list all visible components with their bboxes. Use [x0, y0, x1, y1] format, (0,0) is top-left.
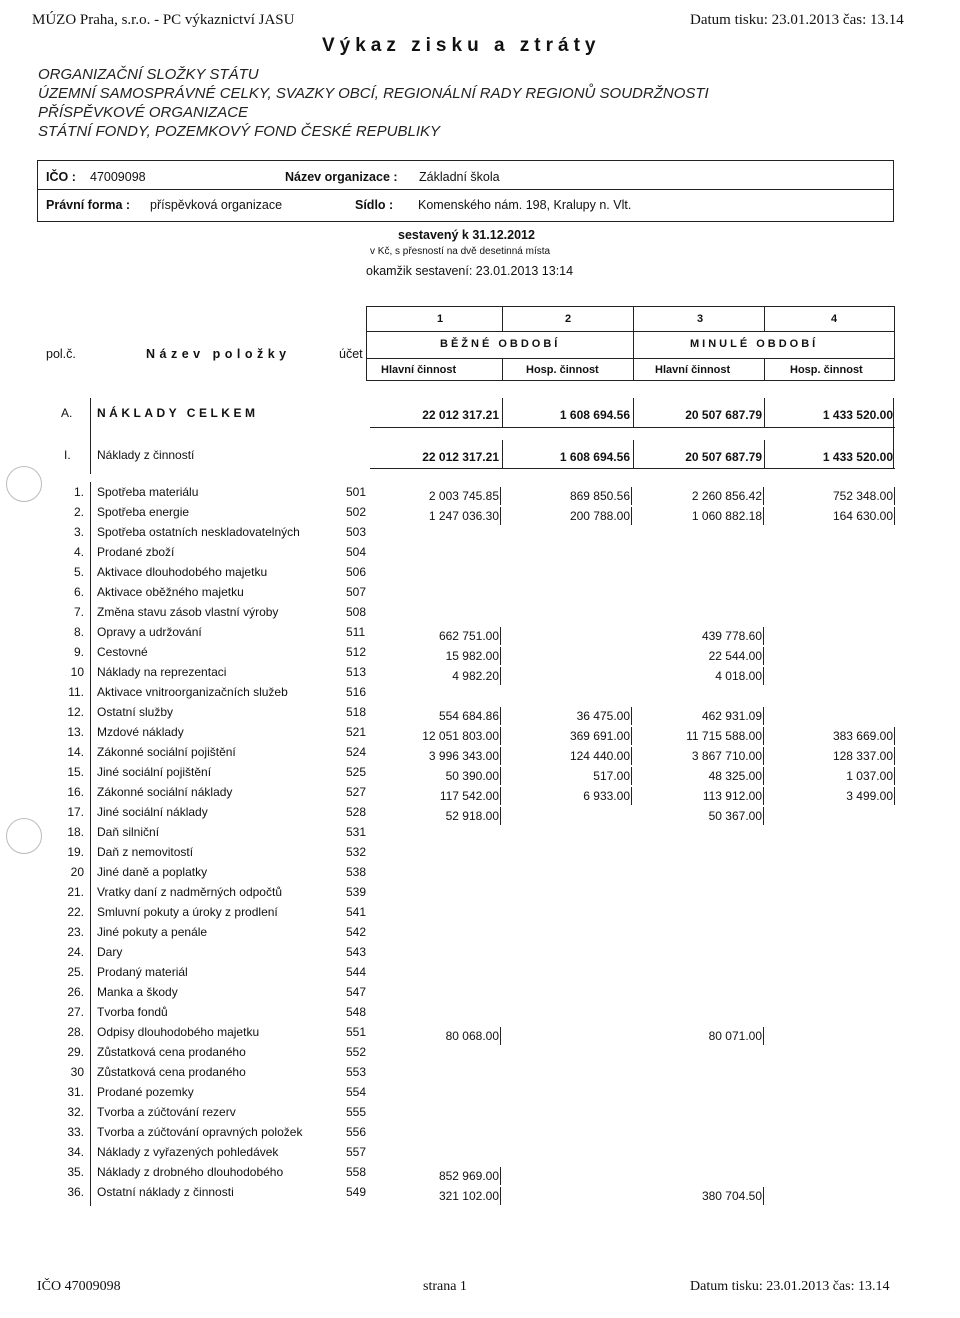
row-value: 462 931.09	[701, 709, 762, 723]
divider	[90, 398, 91, 474]
row-name: Manka a škody	[97, 985, 178, 999]
row-name: Daň z nemovitostí	[97, 845, 194, 859]
row-value: 752 348.00	[832, 489, 893, 503]
org-name-label: Název organizace :	[285, 170, 398, 184]
main-activity-header: Hlavní činnost	[381, 364, 457, 376]
row-value: 321 102.00	[438, 1189, 499, 1203]
column-number: 2	[565, 313, 572, 325]
row-number: 36.	[67, 1185, 84, 1199]
row-value: 380 704.50	[701, 1189, 762, 1203]
row-number: 18.	[67, 825, 84, 839]
footer-print-date: Datum tisku: 23.01.2013 čas: 13.14	[690, 1279, 890, 1294]
row-name: Aktivace oběžného majetku	[97, 585, 244, 599]
row-value: 117 542.00	[439, 789, 499, 803]
row-name: Jiné sociální náklady	[97, 805, 208, 819]
seat-label: Sídlo :	[355, 198, 394, 212]
row-number: 30	[70, 1065, 84, 1079]
row-value: 554 684.86	[438, 709, 499, 723]
row-name: Zůstatková cena prodaného	[97, 1065, 246, 1079]
row-value: 4 018.00	[715, 669, 762, 683]
column-number: 1	[437, 313, 444, 325]
divider	[763, 647, 764, 665]
divider	[763, 487, 764, 505]
row-account: 558	[346, 1165, 367, 1179]
row-value: 2 003 745.85	[428, 489, 499, 503]
divider	[631, 727, 632, 745]
row-account: 542	[346, 925, 367, 939]
row-number: 35.	[67, 1165, 84, 1179]
row-number: 28.	[67, 1025, 84, 1039]
row-name: Zákonné sociální pojištění	[97, 745, 236, 759]
row-number: 11.	[68, 685, 84, 699]
row-value: 128 337.00	[832, 749, 893, 763]
row-name: Prodaný materiál	[97, 965, 188, 979]
summary-value: 20 507 687.79	[685, 450, 762, 464]
category-line: PŘÍSPĚVKOVÉ ORGANIZACE	[38, 104, 249, 121]
row-account: 521	[346, 725, 367, 739]
row-account: 507	[346, 585, 367, 599]
category-line: ORGANIZAČNÍ SLOŽKY STÁTU	[38, 66, 259, 83]
account-header: účet	[339, 347, 363, 361]
divider	[502, 358, 503, 380]
row-name: Prodané zboží	[97, 545, 175, 559]
item-number-header: pol.č.	[46, 347, 76, 361]
row-value: 124 440.00	[569, 749, 630, 763]
row-number: 2.	[73, 505, 84, 519]
row-value: 1 060 882.18	[691, 509, 762, 523]
compile-moment: okamžik sestavení: 23.01.2013 13:14	[366, 264, 574, 278]
row-name: Aktivace dlouhodobého majetku	[97, 565, 268, 579]
row-account: 549	[346, 1185, 367, 1199]
row-account: 532	[346, 845, 367, 859]
row-name: Odpisy dlouhodobého majetku	[97, 1025, 260, 1039]
summary-value: 1 608 694.56	[559, 450, 630, 464]
row-number: 31.	[67, 1085, 84, 1099]
row-value: 1 037.00	[846, 769, 893, 783]
row-account: 531	[346, 825, 367, 839]
row-number: 20	[70, 865, 84, 879]
row-value: 4 982.20	[452, 669, 499, 683]
divider	[502, 440, 503, 468]
row-account: 501	[346, 485, 367, 499]
row-number: 19.	[67, 845, 84, 859]
row-number: 27.	[67, 1005, 84, 1019]
item-name-header: Název položky	[146, 347, 291, 361]
document-title: Výkaz zisku a ztráty	[322, 35, 601, 56]
row-value: 48 325.00	[708, 769, 762, 783]
row-name: Smluvní pokuty a úroky z prodlení	[97, 905, 278, 919]
row-number: 9.	[73, 645, 84, 659]
compiled-date: sestavený k 31.12.2012	[398, 228, 535, 242]
row-account: 544	[346, 965, 367, 979]
row-number: 34.	[67, 1145, 84, 1159]
row-number: 26.	[67, 985, 84, 999]
divider	[502, 398, 503, 428]
row-number: 3.	[73, 525, 84, 539]
row-name: Jiné daně a poplatky	[97, 865, 208, 879]
row-name: Náklady z drobného dlouhodobého	[97, 1165, 284, 1179]
category-line: STÁTNÍ FONDY, POZEMKOVÝ FOND ČESKÉ REPUBLIKY	[38, 123, 441, 140]
row-number: 10	[70, 665, 84, 679]
row-value: 50 390.00	[445, 769, 499, 783]
row-name: Jiné sociální pojištění	[97, 765, 212, 779]
divider	[500, 487, 501, 505]
divider	[500, 767, 501, 785]
divider	[894, 727, 895, 745]
legal-form-label: Právní forma :	[46, 198, 131, 212]
row-account: 541	[346, 905, 367, 919]
row-value: 852 969.00	[438, 1169, 499, 1183]
row-number: 1.	[73, 485, 84, 499]
row-name: Ostatní náklady z činnosti	[97, 1185, 234, 1199]
summary-value: 22 012 317.21	[422, 450, 499, 464]
row-account: 525	[346, 765, 367, 779]
divider	[633, 306, 634, 380]
row-value: 22 544.00	[708, 649, 762, 663]
row-account: 511	[346, 625, 366, 639]
row-name: Spotřeba materiálu	[97, 485, 199, 499]
row-number: 24.	[67, 945, 84, 959]
row-number: 17.	[67, 805, 84, 819]
row-number: 5.	[73, 565, 84, 579]
row-number: 13.	[67, 725, 84, 739]
row-account: 524	[346, 745, 367, 759]
row-account: 503	[346, 525, 367, 539]
row-name: Tvorba a zúčtování opravných položek	[97, 1125, 303, 1139]
row-number: 23.	[67, 925, 84, 939]
row-value: 6 933.00	[583, 789, 630, 803]
row-name: Prodané pozemky	[97, 1085, 194, 1099]
row-value: 662 751.00	[438, 629, 499, 643]
row-account: 502	[346, 505, 367, 519]
row-account: 543	[346, 945, 367, 959]
divider	[763, 807, 764, 825]
divider	[502, 306, 503, 331]
summary-row-name: Náklady z činností	[97, 448, 195, 462]
divider	[631, 487, 632, 505]
row-name: Daň silniční	[97, 825, 160, 839]
divider	[500, 807, 501, 825]
row-account: 557	[346, 1145, 367, 1159]
divider	[500, 707, 501, 725]
row-account: 512	[346, 645, 367, 659]
divider	[763, 507, 764, 525]
row-name: Ostatní služby	[97, 705, 174, 719]
footer-ico: IČO 47009098	[37, 1279, 121, 1294]
footer-page: strana 1	[423, 1279, 467, 1294]
row-number: 14.	[67, 745, 84, 759]
divider	[631, 707, 632, 725]
divider	[500, 1167, 501, 1185]
row-value: 3 499.00	[846, 789, 893, 803]
summary-value: 20 507 687.79	[685, 408, 762, 422]
row-account: 548	[346, 1005, 367, 1019]
row-value: 15 982.00	[445, 649, 499, 663]
previous-period-header: MINULÉ OBDOBÍ	[690, 338, 819, 350]
divider	[763, 727, 764, 745]
row-account: 555	[346, 1105, 367, 1119]
row-name: Spotřeba ostatních neskladovatelných	[97, 525, 300, 539]
row-account: 527	[346, 785, 367, 799]
divider	[631, 747, 632, 765]
row-value: 11 715 588.00	[686, 729, 762, 743]
divider	[764, 440, 765, 468]
row-value: 12 051 803.00	[422, 729, 499, 743]
row-account: 551	[346, 1025, 367, 1039]
summary-value: 22 012 317.21	[422, 408, 499, 422]
row-name: Náklady na reprezentaci	[97, 665, 227, 679]
divider	[366, 358, 895, 359]
row-value: 80 068.00	[445, 1029, 499, 1043]
divider	[894, 507, 895, 525]
column-number: 3	[697, 313, 704, 325]
row-value: 369 691.00	[569, 729, 630, 743]
current-period-header: BĚŽNÉ OBDOBÍ	[440, 338, 561, 350]
row-account: 547	[346, 985, 367, 999]
row-number: 25.	[67, 965, 84, 979]
column-number: 4	[831, 313, 838, 325]
divider	[631, 787, 632, 805]
row-number: 22.	[67, 905, 84, 919]
divider	[763, 1187, 764, 1205]
economic-activity-header: Hosp. činnost	[526, 364, 599, 376]
summary-row-name: NÁKLADY CELKEM	[97, 406, 259, 420]
row-value: 517.00	[593, 769, 630, 783]
row-name: Dary	[97, 945, 123, 959]
row-number: 15.	[67, 765, 84, 779]
divider	[500, 647, 501, 665]
divider	[633, 398, 634, 428]
punch-hole	[6, 466, 42, 502]
row-name: Zákonné sociální náklady	[97, 785, 233, 799]
row-value: 50 367.00	[708, 809, 762, 823]
divider	[500, 1027, 501, 1045]
divider	[90, 482, 91, 1206]
divider	[894, 787, 895, 805]
row-account: 552	[346, 1045, 367, 1059]
row-value: 164 630.00	[832, 509, 893, 523]
summary-row-number: I.	[64, 448, 71, 462]
divider	[764, 358, 765, 380]
divider	[763, 707, 764, 725]
divider	[763, 1027, 764, 1045]
row-name: Zůstatková cena prodaného	[97, 1045, 246, 1059]
divider	[500, 1187, 501, 1205]
company-name: MÚZO Praha, s.r.o. - PC výkaznictví JASU	[32, 12, 295, 28]
row-value: 439 778.60	[701, 629, 762, 643]
row-account: 518	[346, 705, 367, 719]
divider	[500, 787, 501, 805]
row-number: 6.	[73, 585, 84, 599]
precision-note: v Kč, s přesností na dvě desetinná místa	[370, 246, 551, 257]
print-date: Datum tisku: 23.01.2013 čas: 13.14	[690, 12, 904, 28]
punch-hole	[6, 818, 42, 854]
divider	[500, 747, 501, 765]
divider	[894, 767, 895, 785]
main-activity-header: Hlavní činnost	[655, 364, 731, 376]
economic-activity-header: Hosp. činnost	[790, 364, 863, 376]
summary-value: 1 433 520.00	[822, 450, 893, 464]
row-account: 538	[346, 865, 367, 879]
row-name: Cestovné	[97, 645, 148, 659]
divider	[366, 331, 895, 332]
divider	[763, 667, 764, 685]
divider	[631, 507, 632, 525]
row-account: 553	[346, 1065, 367, 1079]
row-number: 16.	[67, 785, 84, 799]
row-value: 80 071.00	[708, 1029, 762, 1043]
row-number: 4.	[73, 545, 84, 559]
divider	[764, 398, 765, 428]
divider	[631, 767, 632, 785]
divider	[500, 727, 501, 745]
divider	[37, 189, 894, 190]
divider	[894, 747, 895, 765]
row-account: 554	[346, 1085, 367, 1099]
row-value: 869 850.56	[569, 489, 630, 503]
row-value: 200 788.00	[569, 509, 630, 523]
row-number: 7.	[73, 605, 84, 619]
row-account: 506	[346, 565, 367, 579]
divider	[500, 667, 501, 685]
row-value: 3 867 710.00	[691, 749, 762, 763]
row-value: 113 912.00	[702, 789, 762, 803]
row-number: 8.	[73, 625, 84, 639]
row-account: 513	[346, 665, 367, 679]
divider	[500, 627, 501, 645]
seat-value: Komenského nám. 198, Kralupy n. Vlt.	[418, 198, 632, 212]
row-name: Náklady z vyřazených pohledávek	[97, 1145, 279, 1159]
ico-value: 47009098	[90, 170, 146, 184]
row-number: 21.	[67, 885, 84, 899]
row-value: 52 918.00	[445, 809, 499, 823]
row-name: Změna stavu zásob vlastní výroby	[97, 605, 279, 619]
row-account: 556	[346, 1125, 367, 1139]
row-name: Tvorba fondů	[97, 1005, 168, 1019]
row-number: 32.	[67, 1105, 84, 1119]
category-line: ÚZEMNÍ SAMOSPRÁVNÉ CELKY, SVAZKY OBCÍ, REGIONÁLNÍ RADY REGIONŮ SOUDRŽNOSTI	[38, 85, 709, 102]
divider	[763, 627, 764, 645]
row-value: 3 996 343.00	[428, 749, 499, 763]
divider	[764, 306, 765, 331]
legal-form-value: příspěvková organizace	[150, 198, 283, 212]
row-name: Jiné pokuty a penále	[97, 925, 208, 939]
row-name: Opravy a udržování	[97, 625, 202, 639]
row-account: 508	[346, 605, 367, 619]
row-name: Vratky daní z nadměrných odpočtů	[97, 885, 282, 899]
row-value: 1 247 036.30	[428, 509, 499, 523]
ico-label: IČO :	[46, 170, 76, 184]
divider	[370, 468, 895, 469]
divider	[763, 767, 764, 785]
row-name: Spotřeba energie	[97, 505, 190, 519]
summary-value: 1 608 694.56	[559, 408, 630, 422]
summary-value: 1 433 520.00	[822, 408, 893, 422]
divider	[763, 747, 764, 765]
row-name: Tvorba a zúčtování rezerv	[97, 1105, 236, 1119]
row-name: Aktivace vnitroorganizačních služeb	[97, 685, 288, 699]
divider	[633, 440, 634, 468]
summary-row-number: A.	[61, 406, 73, 420]
row-name: Mzdové náklady	[97, 725, 184, 739]
divider	[763, 787, 764, 805]
row-number: 29.	[67, 1045, 84, 1059]
row-value: 36 475.00	[576, 709, 630, 723]
row-number: 12.	[67, 705, 84, 719]
row-account: 504	[346, 545, 367, 559]
row-number: 33.	[67, 1125, 84, 1139]
row-value: 383 669.00	[832, 729, 893, 743]
divider	[894, 487, 895, 505]
row-value: 2 260 856.42	[691, 489, 762, 503]
divider	[500, 507, 501, 525]
row-account: 516	[346, 685, 367, 699]
row-account: 539	[346, 885, 367, 899]
org-name-value: Základní škola	[419, 170, 500, 184]
row-account: 528	[346, 805, 367, 819]
divider	[893, 398, 894, 468]
